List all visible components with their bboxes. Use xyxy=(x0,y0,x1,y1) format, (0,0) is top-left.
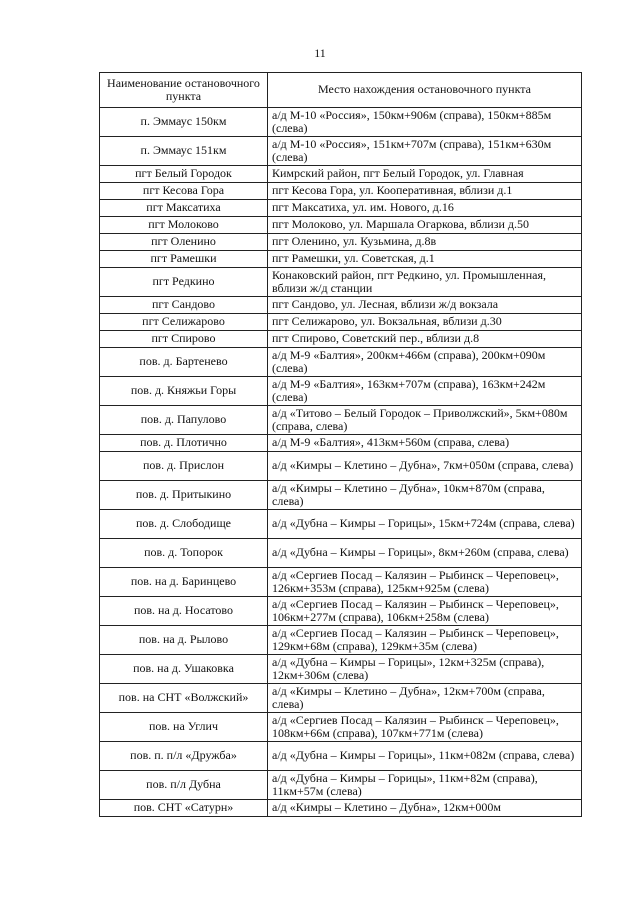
stop-name-cell: пов. на д. Ушаковка xyxy=(100,655,268,684)
stop-location-cell: а/д «Кимры – Клетино – Дубна», 7км+050м (справа, слева) xyxy=(268,452,582,481)
table-row xyxy=(100,268,582,297)
stop-name-cell: пов. д. Топорок xyxy=(100,539,268,568)
stop-name-cell: пгт Белый Городок xyxy=(100,166,268,183)
stop-location-cell: а/д «Кимры – Клетино – Дубна», 10км+870м (справа, слева) xyxy=(268,481,582,510)
stop-location-cell: пгт Максатиха, ул. им. Нового, д.16 xyxy=(268,200,582,217)
stop-name-cell: пгт Рамешки xyxy=(100,251,268,268)
stop-name-cell: пов. на Углич xyxy=(100,713,268,742)
stop-location-cell: а/д «Дубна – Кимры – Горицы», 11км+082м (справа, слева) xyxy=(268,742,582,771)
table-row xyxy=(100,406,582,435)
table-row xyxy=(100,348,582,377)
stop-name-cell: пгт Сандово xyxy=(100,297,268,314)
stop-name-cell: пов. п. п/л «Дружба» xyxy=(100,742,268,771)
stop-name-cell: пов. д. Слободище xyxy=(100,510,268,539)
stop-location-cell: а/д М-10 «Россия», 150км+906м (справа), 150км+885м (слева) xyxy=(268,108,582,137)
stop-location-cell: а/д «Сергиев Посад – Калязин – Рыбинск – Череповец», 129км+68м (справа), 129км+35м (слева) xyxy=(268,626,582,655)
stop-name-cell: пгт Максатиха xyxy=(100,200,268,217)
table-row xyxy=(100,234,582,251)
stop-name-cell: пов. д. Княжьи Горы xyxy=(100,377,268,406)
stop-location-cell: а/д М-10 «Россия», 151км+707м (справа), 151км+630м (слева) xyxy=(268,137,582,166)
table-row xyxy=(100,568,582,597)
table-row xyxy=(100,251,582,268)
table-row xyxy=(100,655,582,684)
table-row xyxy=(100,200,582,217)
stop-location-cell: а/д «Дубна – Кимры – Горицы», 15км+724м (справа, слева) xyxy=(268,510,582,539)
stop-name-cell: пов. на д. Носатово xyxy=(100,597,268,626)
header-stop-location: Место нахождения остановочного пункта xyxy=(268,73,582,108)
stop-location-cell: пгт Оленино, ул. Кузьмина, д.8в xyxy=(268,234,582,251)
stop-name-cell: пов. д. Прислон xyxy=(100,452,268,481)
stop-name-cell: п. Эммаус 150км xyxy=(100,108,268,137)
stop-location-cell: а/д «Сергиев Посад – Калязин – Рыбинск – Череповец», 126км+353м (справа), 125км+925м (слева) xyxy=(268,568,582,597)
stop-location-cell: Конаковский район, пгт Редкино, ул. Промышленная, вблизи ж/д станции xyxy=(268,268,582,297)
stop-location-cell: Кимрский район, пгт Белый Городок, ул. Главная xyxy=(268,166,582,183)
table-row xyxy=(100,297,582,314)
table-row xyxy=(100,108,582,137)
stop-name-cell: пгт Селижарово xyxy=(100,314,268,331)
table-row xyxy=(100,314,582,331)
table-row xyxy=(100,539,582,568)
stop-name-cell: пов. п/л Дубна xyxy=(100,771,268,800)
stop-location-cell: а/д «Дубна – Кимры – Горицы», 8км+260м (справа, слева) xyxy=(268,539,582,568)
stop-location-cell: а/д «Дубна – Кимры – Горицы», 11км+82м (справа), 11км+57м (слева) xyxy=(268,771,582,800)
stop-location-cell: а/д М-9 «Балтия», 163км+707м (справа), 163км+242м (слева) xyxy=(268,377,582,406)
stop-location-cell: а/д М-9 «Балтия», 413км+560м (справа, слева) xyxy=(268,435,582,452)
table-row xyxy=(100,183,582,200)
table-row xyxy=(100,137,582,166)
stop-location-cell: а/д «Дубна – Кимры – Горицы», 12км+325м (справа), 12км+306м (слева) xyxy=(268,655,582,684)
stop-name-cell: п. Эммаус 151км xyxy=(100,137,268,166)
stop-location-cell: пгт Сандово, ул. Лесная, вблизи ж/д вокзала xyxy=(268,297,582,314)
stops-table xyxy=(99,72,582,817)
stop-name-cell: пов. д. Бартенево xyxy=(100,348,268,377)
stop-name-cell: пов. на д. Баринцево xyxy=(100,568,268,597)
stop-location-cell: а/д «Сергиев Посад – Калязин – Рыбинск – Череповец», 106км+277м (справа), 106км+258м (слева) xyxy=(268,597,582,626)
table-row xyxy=(100,800,582,817)
stop-location-cell: а/д М-9 «Балтия», 200км+466м (справа), 200км+090м (слева) xyxy=(268,348,582,377)
stop-location-cell: а/д «Кимры – Клетино – Дубна», 12км+000м xyxy=(268,800,582,817)
stop-name-cell: пгт Редкино xyxy=(100,268,268,297)
stop-name-cell: пгт Оленино xyxy=(100,234,268,251)
stop-location-cell: пгт Кесова Гора, ул. Кооперативная, вблизи д.1 xyxy=(268,183,582,200)
stop-name-cell: пгт Кесова Гора xyxy=(100,183,268,200)
stop-name-cell: пов. на СНТ «Волжский» xyxy=(100,684,268,713)
table-row xyxy=(100,217,582,234)
stop-name-cell: пов. СНТ «Сатурн» xyxy=(100,800,268,817)
stop-name-cell: пгт Спирово xyxy=(100,331,268,348)
table-row xyxy=(100,435,582,452)
table-row xyxy=(100,331,582,348)
stop-location-cell: пгт Молоково, ул. Маршала Огаркова, вблизи д.50 xyxy=(268,217,582,234)
table-row xyxy=(100,684,582,713)
table-row xyxy=(100,597,582,626)
stop-location-cell: а/д «Титово – Белый Городок – Приволжский», 5км+080м (справа, слева) xyxy=(268,406,582,435)
table-row xyxy=(100,166,582,183)
table-row xyxy=(100,771,582,800)
header-stop-name: Наименование остановочного пункта xyxy=(100,73,268,108)
table-row xyxy=(100,713,582,742)
stop-location-cell: пгт Рамешки, ул. Советская, д.1 xyxy=(268,251,582,268)
table-row xyxy=(100,452,582,481)
stop-name-cell: пов. д. Притыкино xyxy=(100,481,268,510)
table-row xyxy=(100,510,582,539)
table-header-row xyxy=(100,73,582,108)
stop-location-cell: а/д «Сергиев Посад – Калязин – Рыбинск – Череповец», 108км+66м (справа), 107км+771м (слева) xyxy=(268,713,582,742)
stop-name-cell: пов. д. Папулово xyxy=(100,406,268,435)
table-row xyxy=(100,742,582,771)
page-number: 11 xyxy=(314,46,326,60)
table-row xyxy=(100,626,582,655)
stop-name-cell: пов. на д. Рылово xyxy=(100,626,268,655)
table-row xyxy=(100,481,582,510)
stop-location-cell: пгт Селижарово, ул. Вокзальная, вблизи д.30 xyxy=(268,314,582,331)
table-row xyxy=(100,377,582,406)
stop-location-cell: пгт Спирово, Советский пер., вблизи д.8 xyxy=(268,331,582,348)
stop-name-cell: пов. д. Плотично xyxy=(100,435,268,452)
stop-name-cell: пгт Молоково xyxy=(100,217,268,234)
stop-location-cell: а/д «Кимры – Клетино – Дубна», 12км+700м (справа, слева) xyxy=(268,684,582,713)
